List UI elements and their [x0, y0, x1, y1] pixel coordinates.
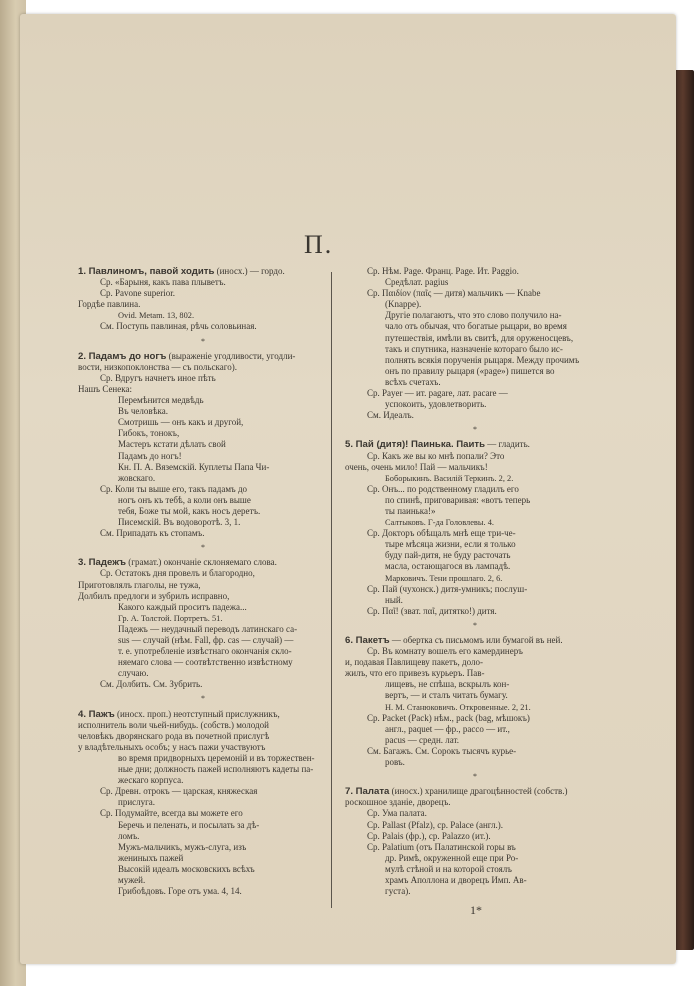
entry-line: успокоить, удовлетворить. [385, 399, 487, 410]
entry-first-line [78, 709, 328, 720]
entry-line: Нашъ Сенека: [78, 383, 132, 394]
dictionary-entry [78, 557, 328, 690]
entry-line: Салтыковъ. Г-да Головлевы. 4. [385, 518, 494, 528]
entry-line: Беречь и пеленать, и посылать за дѣ- [118, 819, 260, 830]
entry-line: человѣкъ дворянскаго рода въ почетной прислугѣ [78, 730, 270, 741]
entry-line: масла, остающагося въ лампадѣ. [385, 561, 511, 572]
entry-definition: (грамат.) окончаніе склоняемаго слова. [126, 557, 277, 568]
entry-line: Ср. Packet (Pack) нѣм., pack (bag, мѣшокъ) [367, 712, 530, 723]
entry-first-line [78, 266, 328, 277]
entry-line: жениныхъ пажей [118, 852, 184, 863]
entry-line: См. Припадать къ стопамъ. [100, 528, 205, 539]
entry-line: Ср. Докторъ обѣщалъ мнѣ еще три-че- [367, 528, 516, 539]
entry-line: жилъ, что его привезъ курьеръ. Пав- [345, 668, 485, 679]
entry-line: исполнитель воли чьей-нибудь. (собств.) молодой [78, 719, 269, 730]
entry-line: полнять всякія порученія рыцаря. Между прочимъ [385, 354, 580, 365]
entry-line: Ср. Остатокъ дня провелъ и благородно, [100, 568, 255, 579]
entry-separator: * [473, 620, 477, 630]
entry-line: Кн. П. А. Вяземскій. Куплеты Папа Чи- [118, 461, 270, 472]
entry-headword: 6. Пакетъ [345, 635, 390, 646]
entry-line: Ср. «Барыня, какъ пава плыветъ. [100, 277, 226, 288]
section-heading: П. [304, 230, 334, 259]
entry-line: Ср. Παῖ! (зват. παῖ, дитятко!) дитя. [367, 605, 497, 616]
entry-first-line [78, 557, 328, 568]
entry-separator: * [473, 772, 477, 782]
entry-line: роскошное зданіе, дворецъ. [345, 797, 451, 808]
dictionary-entry [78, 266, 328, 333]
entry-line: Приготовлялъ глаголы, не тужа, [78, 579, 201, 590]
entry-line: Ср. Въ комнату вошелъ его камердинеръ [367, 646, 523, 657]
entry-line: Ср. Какъ же вы ко мнѣ попали? Это [367, 450, 505, 461]
entry-line: лищевъ, не спѣша, вскрылъ кон- [385, 679, 510, 690]
entry-line: мужей. [118, 874, 146, 885]
entry-line: Ср. Payer — ит. pagare, лат. pacare — [367, 388, 508, 399]
entry-line: во время придворныхъ церемоній и въ торжествен- [118, 752, 315, 763]
entry-line: храмъ Аполлона и дворецъ Имп. Ав- [385, 874, 527, 885]
entry-line: случаю. [118, 668, 149, 679]
entry-line: ты паинька!» [385, 505, 436, 516]
entry-line: у владѣтельныхъ особъ; у насъ пажи участвуютъ [78, 741, 266, 752]
entry-line: Ср. Нѣм. Page. Франц. Page. Ит. Paggio. [367, 266, 519, 276]
entry-line: Гордѣе павлина. [78, 299, 141, 310]
entry-line: ногъ онъ къ тебѣ, а коли онъ выше [118, 494, 251, 505]
entry-line: Высокій идеалъ московскихъ всѣхъ [118, 863, 255, 874]
entry-line: Гр. А. Толстой. Портретъ. 51. [118, 613, 223, 623]
entry-line: густа). [385, 886, 411, 897]
left-column [78, 266, 328, 899]
entry-line: sus — случай (нѣм. Fall, фр. cas — случай) — [118, 635, 294, 645]
entry-line: Ovid. Metam. 13, 802. [118, 311, 195, 321]
entry-line: англ., paquet — фр., pacco — ит., [385, 723, 510, 734]
entry-line: Ср. Pallast (Pfalz), ср. Palace (англ.). [367, 819, 503, 830]
entry-line: См. Багажъ. См. Сорокъ тысячъ курье- [367, 745, 517, 756]
entry-line: и, подавая Павлищеву пакетъ, доло- [345, 657, 484, 668]
entry-line: Мужъ-мальчикъ, мужъ-слуга, изъ [118, 841, 247, 852]
entry-line: жовскаго. [118, 472, 156, 483]
entry-line: прислуга. [118, 797, 156, 808]
entry-headword: 1. Павлиномъ, павой ходить [78, 266, 215, 277]
entry-headword: 2. Падамъ до ногъ [78, 350, 167, 362]
entry-line: др. Римѣ, окруженной еще при Ро- [385, 852, 519, 863]
entry-line: ный. [385, 594, 403, 605]
entry-separator: * [473, 425, 477, 435]
entry-line: Мастеръ кстати дѣлать свой [118, 439, 226, 450]
entry-line: такъ и спутника, назначеніе котораго было ис- [385, 343, 563, 354]
entry-line: Смотришь — онъ какъ и другой, [118, 417, 244, 428]
entry-line: путешествія, имѣли въ свитѣ, для оруженосцевъ, [385, 332, 574, 343]
entry-line: Ср. Palais (фр.), ср. Palazzo (ит.). [367, 830, 491, 841]
entry-separator: * [201, 543, 205, 553]
entry-first-line [345, 786, 605, 797]
entry-line: буду пай-дитя, не буду расточать [385, 550, 511, 561]
entry-line: няемаго слова — соотвѣтственно извѣстному [118, 657, 293, 668]
entry-line: ные дни; должность пажей исполняютъ кадеты па- [118, 764, 314, 775]
entry-line: всѣхъ счетахъ. [385, 376, 441, 387]
entry-line: Падамъ до ногъ! [118, 450, 182, 461]
entry-headword: 3. Падежъ [78, 557, 126, 569]
entry-line: мулѣ стѣной и на которой стоялъ [385, 863, 512, 874]
entry-line: тыре мѣсяца жизни, если я только [385, 539, 516, 550]
entry-line: Н. М. Станюковичъ. Откровенные. 2, 21. [385, 702, 531, 712]
entry-headword: 5. Пай (дитя)! Паинька. Паить [345, 439, 486, 451]
entry-line: Ср. Вдругъ начнетъ иное пѣть [100, 372, 216, 383]
entry-line: Падежъ — неудачный переводъ латинскаго са- [118, 623, 298, 634]
entry-line: Ср. Palatium (отъ Палатинской горы въ [367, 841, 516, 852]
entry-line: очень, очень мило! Пай — мальчикъ! [345, 461, 488, 472]
entry-line: Грибоѣдовъ. Горе отъ ума. 4, 14. [118, 886, 242, 897]
entry-headword: 4. Пажъ [78, 708, 115, 720]
entry-definition: (выраженіе угодливости, угодли- [166, 350, 296, 361]
dictionary-entry [78, 709, 328, 898]
entry-headword: 7. Палата [345, 786, 390, 798]
entry-line: онъ по правилу рыцаря («page») пишется во [385, 365, 555, 376]
entry-line: См. Идеалъ. [367, 410, 414, 421]
entry-line: Какого каждый проситъ падежа... [118, 601, 247, 612]
entry-line: Гибокъ, тонокъ, [118, 428, 180, 439]
entry-line: вертъ, — и сталъ читать бумагу. [385, 690, 508, 701]
entry-definition: (иносх.) — гордо. [214, 266, 285, 276]
right-column [345, 266, 605, 899]
dictionary-entry [345, 635, 605, 768]
entry-line: чало отъ обычая, что богатые рыцари, во время [385, 321, 567, 332]
entry-line: жескаго корпуса. [118, 775, 184, 786]
entry-line: Долбилъ предлоги и зубрилъ исправно, [78, 590, 230, 601]
entry-line: Перемѣнится медвѣдь [118, 395, 204, 406]
dictionary-entry [78, 351, 328, 540]
entry-line: Боборыкинъ. Василій Теркинъ. 2, 2. [385, 473, 514, 483]
entry-line: Средѣлат. pagius [385, 277, 449, 288]
entry-line: вости, низкопоклонства — съ польскаго). [78, 361, 237, 372]
entry-line: ломъ. [118, 830, 140, 841]
entry-line: Ср. Пай (чухонск.) дитя-умникъ; послуш- [367, 583, 528, 594]
entry-line: Ср. Ума палата. [367, 808, 427, 819]
entry-definition: (иносх. проп.) неотступный прислужникъ, [114, 708, 280, 719]
entry-line: Другіе полагаютъ, что это слово получило на- [385, 310, 562, 321]
entry-line: Ср. Онъ... по родственному гладилъ его [367, 483, 519, 494]
dictionary-entry [345, 266, 605, 421]
entry-line: по спинѣ, приговаривая: «вотъ теперь [385, 494, 531, 505]
column-divider [331, 272, 332, 908]
entry-line: т. е. употребленіе извѣстнаго окончанія скло- [118, 646, 292, 657]
entry-line: ровъ. [385, 757, 405, 768]
entry-first-line [345, 635, 605, 646]
entry-line: Ср. Подумайте, всегда вы можете его [100, 808, 243, 819]
entry-line: Ср. Древн. отрокъ — царская, княжеская [100, 786, 258, 797]
entry-line: Марковичъ. Тени прошлаго. 2, 6. [385, 573, 503, 583]
entry-line: Ср. Παιδίον (παῖς — дитя) мальчикъ — Knabe [367, 288, 541, 299]
entry-line: См. Поступь павлиная, рѣчь соловьиная. [100, 321, 257, 332]
dictionary-entry [345, 439, 605, 617]
entry-line: Ср. Коли ты выше его, такъ падамъ до [100, 483, 248, 494]
dictionary-entry [345, 786, 605, 897]
entry-line: Въ человѣка. [118, 406, 169, 417]
entry-first-line [345, 439, 605, 450]
entry-definition: (иносх.) хранилище драгоцѣнностей (собств.) [389, 786, 568, 797]
entry-line: См. Долбить. См. Зубрить. [100, 679, 203, 690]
entry-first-line [78, 351, 328, 362]
entry-line: Писемскій. Въ водоворотѣ. 3, 1. [118, 517, 241, 528]
entry-line: (Knappe). [385, 299, 422, 310]
entry-line: Ср. Pavone superior. [100, 288, 175, 299]
entry-line: pacus — средн. лат. [385, 734, 460, 745]
entry-definition: — обертка съ письмомъ или бумагой въ ней. [389, 635, 563, 645]
entry-separator: * [201, 336, 205, 346]
entry-line: тебя, Боже ты мой, какъ носъ деретъ. [118, 505, 261, 516]
page-signature: 1* [470, 903, 482, 917]
entry-separator: * [201, 694, 205, 704]
entry-definition: — гладить. [485, 439, 530, 450]
